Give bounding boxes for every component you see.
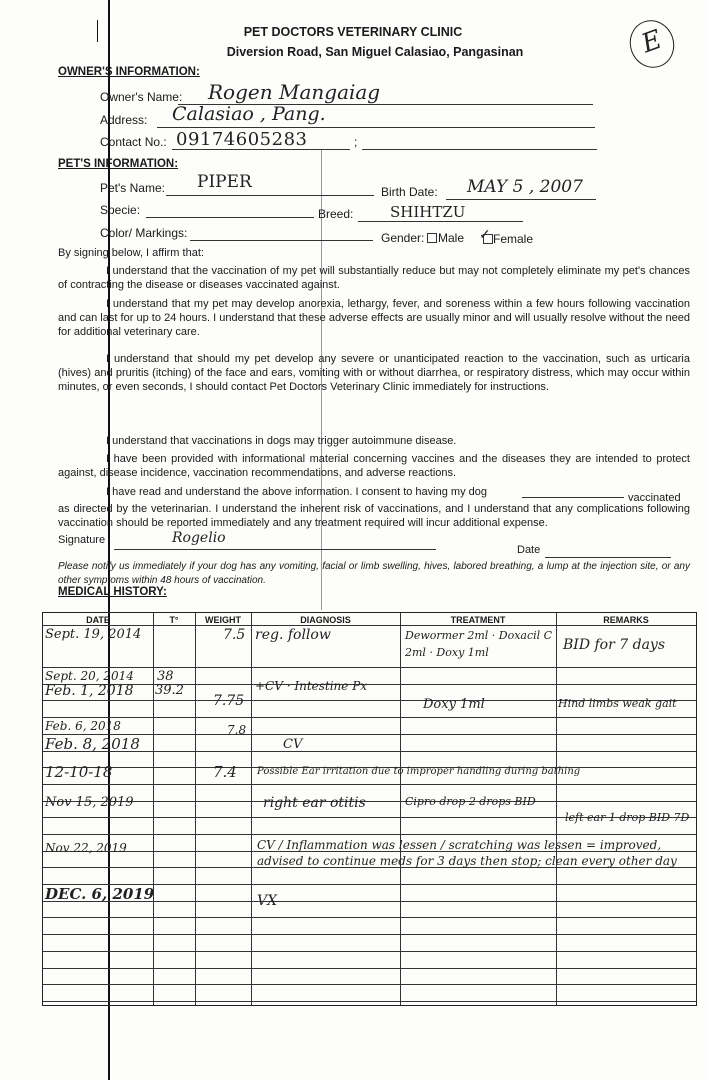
entry-temp: 38 [157,669,174,684]
owner-address-label: Address: [100,113,148,127]
header-remarks: REMARKS [603,615,649,625]
table-rule [43,625,696,626]
entry-date: Feb. 1, 2018 [45,683,134,699]
consent-dog-line [522,497,624,498]
stamp-letter: E [637,24,666,60]
pet-specie-label: Specie: [100,203,141,217]
gender-male-label: Male [438,231,465,245]
table-rule [43,667,696,668]
pet-birth-value: MAY 5 , 2007 [467,177,583,197]
entry-diagnosis: CV / Inflammation was lessen / scratching was lessen = improved, advised to continue meds for 3 days then stop; clean every other day [257,838,677,868]
entry-date: Sept. 19, 2014 [45,627,142,642]
entry-weight: 7.75 [213,693,245,709]
gender-female-checkmark: ✓ [479,227,491,243]
pet-name-value: PIPER [197,172,252,192]
header-treatment: TREATMENT [450,615,506,625]
entry-date: 12-10-18 [45,763,113,781]
gender-male-checkbox [427,233,437,243]
entry-diagnosis: +CV · Intestine Px [255,679,368,693]
signature-line [114,549,436,550]
entry-date: DEC. 6, 2019 [45,885,155,903]
owner-address-value: Calasiao , Pang. [172,103,326,125]
table-rule [43,801,696,802]
consent-paragraph-2: I understand that my pet may develop anorexia, lethargy, fever, and soreness within a few hours following vaccination and can last for up to 24 hours. I understand that these adverse effects are usually minor and will usually resolve without the need for additional veterinary care. [58,298,690,338]
table-rule [43,784,696,785]
col-divider [195,613,196,1005]
entry-treatment: Dewormer 2ml · Doxacil C 2ml · Doxy 1ml [405,629,553,659]
consent-paragraph-6a: I have read and understand the above information. I consent to having my dog [106,486,487,498]
pet-breed-label: Breed: [318,207,354,221]
col-divider [153,613,154,1005]
entry-weight: 7.5 [223,627,246,643]
table-rule [43,968,696,969]
entry-weight: 7.4 [213,763,237,781]
header-weight: WEIGHT [205,615,241,625]
owner-address-line [157,127,595,128]
table-rule [43,951,696,952]
pet-breed-value: SHIHTZU [390,203,466,221]
gender-female-label: Female [493,232,534,246]
consent-paragraph-6c: as directed by the veterinarian. I understand the inherent risk of vaccinations, and I understand that any complications following vaccination should be reported immediately and any treatment required will incur additional expense. [58,503,690,529]
owner-contact-line-2 [362,149,597,150]
pet-birth-line [446,199,596,200]
stamp-circle [623,14,681,74]
owner-contact-value: 09174605283 [176,129,308,150]
signature-value: Rogelio [172,530,226,546]
entry-diagnosis: Possible Ear irritation due to improper handling during bathing [257,766,581,777]
entry-remarks: Hind limbs weak gait [558,697,677,710]
pet-gender-label: Gender: [381,231,425,245]
entry-date: Sept. 20, 2014 [45,669,134,683]
owner-contact-label: Contact No.: [100,135,167,149]
medical-history-heading: MEDICAL HISTORY: [58,586,167,598]
table-rule [43,1001,696,1002]
header-date: DATE [86,615,110,625]
table-rule [43,917,696,918]
signature-label: Signature [58,534,106,546]
entry-date: Feb. 6, 2018 [45,719,121,733]
consent-paragraph-1: I understand that the vaccination of my pet will substantially reduce but may not completely eliminate my pet's chances of contracting the disease or diseases vaccinated against. [58,265,690,291]
date-line [545,557,671,558]
col-divider [400,613,401,1005]
consent-paragraph-6b: vaccinated [628,492,681,504]
header-diagnosis: DIAGNOSIS [300,615,351,625]
clinic-address: Diversion Road, San Miguel Calasiao, Pangasinan [226,45,524,59]
pet-name-line [166,195,374,196]
col-divider [556,613,557,1005]
consent-paragraph-3: I understand that should my pet develop any severe or unanticipated reaction to the vaccination, such as urticaria (hives) and pruritis (itching) of the face and ears, vomiting with or without diarrhea, or respiratory distress, which may occur within minutes, or even seconds, I should contact Pet Doctors Veterinary Clinic immediately for instructions. [58,353,690,393]
entry-date: Feb. 8, 2018 [45,735,140,753]
entry-remarks: BID for 7 days [563,637,666,653]
pet-color-label: Color/ Markings: [100,226,188,240]
entry-diagnosis: reg. follow [255,627,331,643]
table-rule [43,934,696,935]
pet-breed-line [358,221,523,222]
table-rule [43,751,696,752]
consent-intro: By signing below, I affirm that: [58,247,204,259]
owner-heading: OWNER'S INFORMATION: [58,66,200,78]
pet-birth-label: Birth Date: [381,185,438,199]
entry-treatment: Cipro drop 2 drops BID [405,795,536,808]
entry-date: Nov 15, 2019 [45,795,134,810]
clinic-name: PET DOCTORS VETERINARY CLINIC [243,25,463,39]
entry-temp: 39.2 [155,683,184,698]
pet-color-line [190,240,373,241]
col-divider [251,613,252,1005]
pet-specie-line [146,217,314,218]
entry-diagnosis: CV [283,737,303,752]
entry-diagnosis: VX [257,893,278,909]
vaccination-notice: Please notify us immediately if your dog has any vomiting, facial or limb swelling, hives, labored breathing, a lump at the injection site, or any other symptoms within 48 hours of vaccination. [58,561,690,586]
table-rule [43,834,696,835]
medical-history-table [42,612,697,1006]
owner-contact-sep: ; [354,135,358,149]
entry-treatment: Doxy 1ml [423,697,485,712]
consent-paragraph-5: I have been provided with informational material concerning vaccines and the diseases they are intended to protect against, disease incidence, vaccination recommendations, and adverse reactions. [58,453,690,479]
header-temp: T° [169,615,179,625]
table-rule [43,984,696,985]
consent-paragraph-4: I understand that vaccinations in dogs may trigger autoimmune disease. [106,435,457,447]
pet-heading: PET'S INFORMATION: [58,158,179,170]
pet-name-label: Pet's Name: [100,181,165,195]
date-label: Date [517,544,541,556]
table-rule [43,717,696,718]
entry-weight: 7.8 [227,723,247,737]
entry-diagnosis: right ear otitis [263,795,366,811]
table-rule [43,734,696,735]
entry-remarks: left ear 1 drop BID 7D [565,811,690,824]
entry-date: Nov 22, 2019 [45,841,127,855]
owner-name-value: Rogen Mangaiag [208,80,381,104]
owner-name-label: Owner's Name: [100,90,183,104]
